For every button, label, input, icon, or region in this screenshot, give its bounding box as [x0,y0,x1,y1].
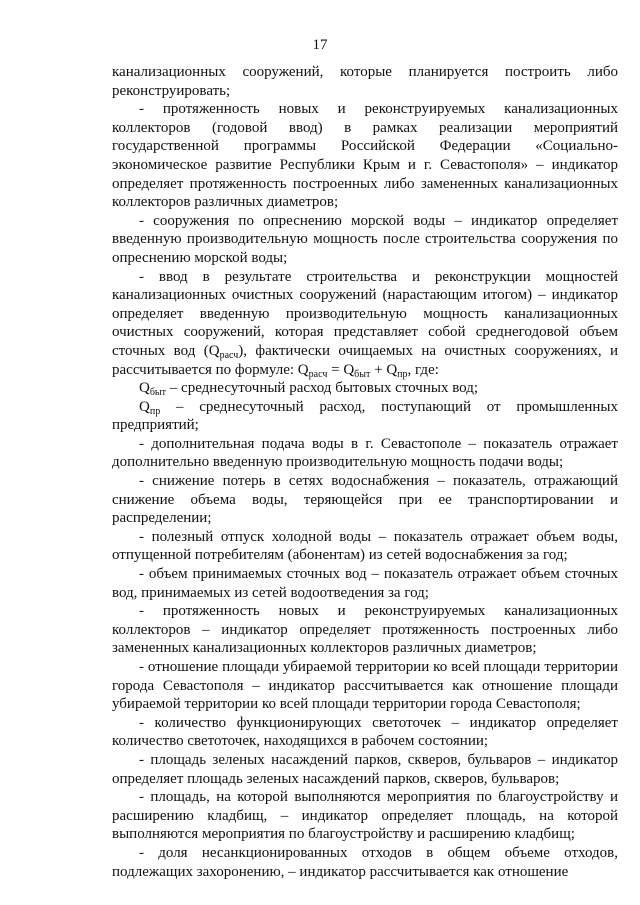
paragraph-p08: - снижение потерь в сетях водоснабжения – показатель, отражающий снижение объема воды, теряющейся при ее транспортировании и распределении; [112,473,618,527]
paragraph-p01: канализационных сооружений, которые планируется построить либо реконструировать; [112,64,618,99]
document-body [112,63,618,881]
paragraph-p12: - отношение площади убираемой территории ко всей площади территории города Севастополя – индикатор рассчитывается как отношение площади убираемой территории ко всей площади территории города Севастополя; [112,659,618,713]
paragraph-p06: $Q_{пр}$ – среднесуточный расход, поступающий от промышленных предприятий; [112,398,618,434]
paragraph-p04: - ввод в результате строительства и реконструкции мощностей канализационных очистных сооружений (нарастающим итогом) – индикатор определяет введенную производительную мощность канализационных очистных сооружений, которая представляет собой среднегодовой объем сточных вод $(Q_{расч})$, фактически очищаемых на очистных сооружениях, и рассчитывается по формуле: $Q_{расч} = Q_{быт} + Q_{пр}$, где: [112,268,619,380]
paragraph-p10: - объем принимаемых сточных вод – показатель отражает объем сточных вод, принимаемых из сетей водоотведения за год; [112,566,618,601]
paragraph-p09: - полезный отпуск холодной воды – показатель отражает объем воды, отпущенной потребителям (абонентам) из сетей водоснабжения за год; [112,528,618,564]
paragraph-p11: - протяженность новых и реконструируемых канализационных коллекторов – индикатор определяет протяженность построенных либо замененных канализационных коллекторов различных диаметров; [112,603,618,657]
paragraph-p02: - протяженность новых и реконструируемых канализационных коллекторов (годовой ввод) в рамках реализации мероприятий государственной программы Российской Федерации «Социально-экономическое развитие Республики Крым и г. Севастополя» – индикатор определяет протяженность построенных либо замененных канализационных коллекторов различных диаметров; [112,101,618,211]
paragraph-p14: - площадь зеленых насаждений парков, скверов, бульваров – индикатор определяет площадь зеленых насаждений парков, скверов, бульваров; [112,751,618,787]
page-number: 17 [312,37,328,53]
paragraph-p15: - площадь, на которой выполняются мероприятия по благоустройству и расширению кладбищ, – индикатор определяет площадь, на которой выполняются мероприятия по благоустройству и расширению кладбищ; [112,789,618,843]
paragraph-p03: - сооружения по опреснению морской воды – индикатор определяет введенную производительную мощность после строительства сооружения по опреснению морской воды; [112,212,618,266]
paragraph-p16: - доля несанкционированных отходов в общем объеме отходов, подлежащих захоронению, – индикатор рассчитывается как отношение [112,844,618,880]
paragraph-p07: - дополнительная подача воды в г. Севастополе – показатель отражает дополнительно введенную производительную мощность подачи воды; [112,435,618,471]
paragraph-p13: - количество функционирующих светоточек – индикатор определяет количество светоточек, находящихся в рабочем состоянии; [112,714,618,750]
paragraph-p05: $Q_{быт}$ – среднесуточный расход бытовых сточных вод; [139,380,479,399]
